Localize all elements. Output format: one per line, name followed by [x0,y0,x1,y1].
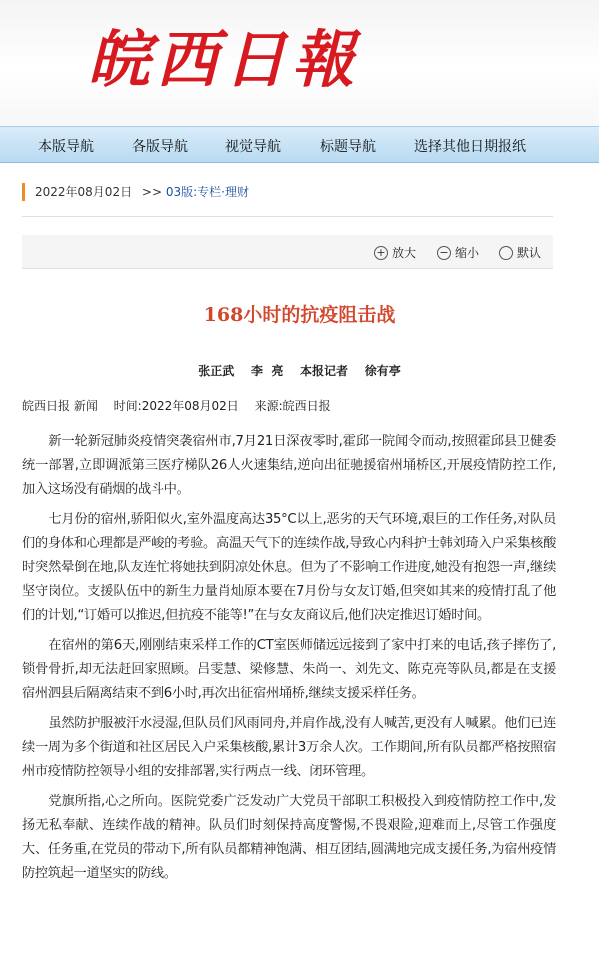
meta-source-name: 皖西日报 新闻 [22,399,98,413]
article-meta [22,397,343,414]
main-nav [0,126,599,163]
circle-icon [499,246,513,260]
article-paragraph: 新一轮新冠肺炎疫情突袭宿州市,7月21日深夜零时,霍邱一院闻令而动,按照霍邱县卫健委统一部署,立即调派第三医疗梯队26人火速集结,逆向出征驰援宿州埇桥区,开展疫情防控工作,加入这场没有硝烟的战斗中。 [22,434,556,497]
divider [22,216,553,217]
nav-current-edition[interactable]: 本版导航 [38,139,94,155]
article-paragraph: 七月份的宿州,骄阳似火,室外温度高达35°C以上,恶劣的天气环境,艰巨的工作任务,对队员们的身体和心理都是严峻的考验。高温天气下的连续作战,导致心内科护士韩刘琦入户采集核酸时突然晕倒在地,队友连忙将她扶到阴凉处休息。但为了不影响工作进度,她没有抱怨一声,继续坚守岗位。支援队伍中的新生力量肖灿原本要在7月份与女友订婚,但突如其来的疫情打乱了他们的计划,“订婚可以推迟,但抗疫不能等!”在与女友商议后,他们决定推迟订婚时间。 [22,512,556,623]
meta-origin: 来源:皖西日报 [254,399,331,413]
article-authors: 张正武 李 亮 本报记者 徐有亭 [198,364,401,378]
nav-titles[interactable]: 标题导航 [320,139,376,155]
article-paragraph: 在宿州的第6天,刚刚结束采样工作的CT室医师储远远接到了家中打来的电话,孩子摔伤了,锁骨骨折,却无法赶回家照顾。吕雯慧、梁修慧、朱尚一、刘先文、陈克亮等队员,都是在支援宿州泗县后隔离结束不到6小时,再次出征宿州埇桥,继续支援采样任务。 [22,638,556,701]
breadcrumb-date: 2022年08月02日 [35,185,133,199]
breadcrumb-separator: >> [141,185,163,199]
article-title: 168小时的抗疫阻击战 [203,304,396,326]
zoom-toolbar [22,235,553,269]
zoom-default-label: 默认 [517,246,542,260]
zoom-default-button[interactable] [499,244,541,261]
masthead [0,0,599,126]
breadcrumb [22,183,249,201]
article-body [22,430,556,892]
newspaper-logo: 皖西日報 [88,23,361,96]
nav-all-editions[interactable]: 各版导航 [132,139,188,155]
minus-circle-icon: − [437,246,451,260]
zoom-out-button[interactable] [437,244,479,261]
article-paragraph: 虽然防护服被汗水浸湿,但队员们风雨同舟,并肩作战,没有人喊苦,更没有人喊累。他们已连续一周为多个街道和社区居民入户采集核酸,累计3万余人次。工作期间,所有队员都严格按照宿州市疫情防控领导小组的安排部署,实行两点一线、闭环管理。 [22,716,556,779]
zoom-out-label: 缩小 [455,246,480,260]
article-paragraph: 党旗所指,心之所向。医院党委广泛发动广大党员干部职工积极投入到疫情防控工作中,发扬无私奉献、连续作战的精神。队员们时刻保持高度警惕,不畏艰险,迎难而上,尽管工作强度大、任务重,在党员的带动下,所有队员都精神饱满、相互团结,圆满地完成支援任务,为宿州疫情防控筑起一道坚实的防线。 [22,794,556,881]
zoom-in-label: 放大 [392,246,417,260]
breadcrumb-section-link[interactable]: 03版:专栏·理财 [165,185,249,199]
nav-other-dates[interactable]: 选择其他日期报纸 [414,139,526,155]
zoom-in-button[interactable] [374,244,416,261]
plus-circle-icon: + [374,246,388,260]
nav-visual[interactable]: 视觉导航 [225,139,281,155]
meta-time: 时间:2022年08月02日 [113,399,239,413]
